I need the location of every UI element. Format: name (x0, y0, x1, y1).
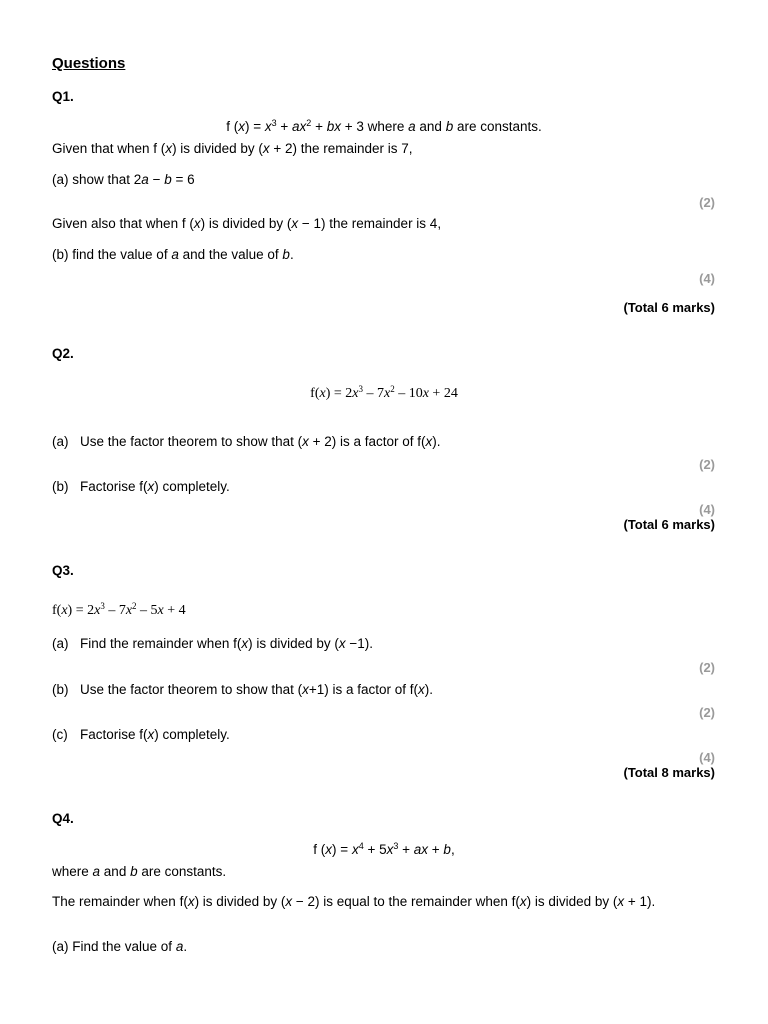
question-2-label: Q2. (52, 346, 74, 361)
q3-equation: $f(x) = 2x^3 - 7x^2 - 5x + 4$ (52, 601, 186, 618)
q3-part-c-marks: (4) (699, 750, 715, 765)
q1-part-b-marks: (4) (699, 271, 715, 286)
q1-equation: f $(x) = x^3 + ax^2$ + bx + 3 where a and b are constants. (226, 118, 542, 134)
q3-part-b-marks: (2) (699, 705, 715, 720)
q3-part-b: (b) Use the factor theorem to show that (x+1) is a factor of f(x). (52, 682, 434, 697)
q4-part-a: (a) Find the value of a. (52, 939, 188, 954)
q4-where-text: where a and b are constants. (52, 864, 227, 879)
q3-part-a-marks: (2) (699, 660, 715, 675)
q1-given-text: Given that when f (x) is divided by (x + 2) the remainder is 7, (52, 141, 413, 156)
q2-equation: $f(x) = 2x^3 - 7x^2 - 10x + 24$ (310, 384, 458, 401)
q1-given-also-text: Given also that when f (x) is divided by (x − 1) the remainder is 4, (52, 216, 442, 231)
q2-total-marks: (Total 6 marks) (623, 517, 715, 532)
q3-part-c: (c) Factorise f(x) completely. (52, 727, 230, 742)
question-1-label: Q1. (52, 89, 74, 104)
q2-part-b: (b) Factorise f(x) completely. (52, 479, 230, 494)
q1-total-marks: (Total 6 marks) (623, 300, 715, 315)
q1-part-a: (a) show that 2a − b = 6 (52, 172, 195, 187)
q4-remainder-text: The remainder when f(x) is divided by (x − 2) is equal to the remainder when f(x) is divided by (x + 1). (52, 894, 656, 909)
q4-equation: f $(x) = x^4 + 5x^3$ + ax + b, (313, 841, 455, 857)
q1-part-b: (b) find the value of a and the value of b. (52, 247, 294, 262)
q2-part-a: (a) Use the factor theorem to show that (x + 2) is a factor of f(x). (52, 434, 441, 449)
q1-part-a-marks: (2) (699, 195, 715, 210)
q2-part-b-marks: (4) (699, 502, 715, 517)
question-3-label: Q3. (52, 563, 74, 578)
question-4-label: Q4. (52, 811, 74, 826)
q3-part-a: (a) Find the remainder when f(x) is divided by (x −1). (52, 636, 374, 651)
q2-part-a-marks: (2) (699, 457, 715, 472)
page-title: Questions (52, 55, 126, 72)
q3-total-marks: (Total 8 marks) (623, 765, 715, 780)
